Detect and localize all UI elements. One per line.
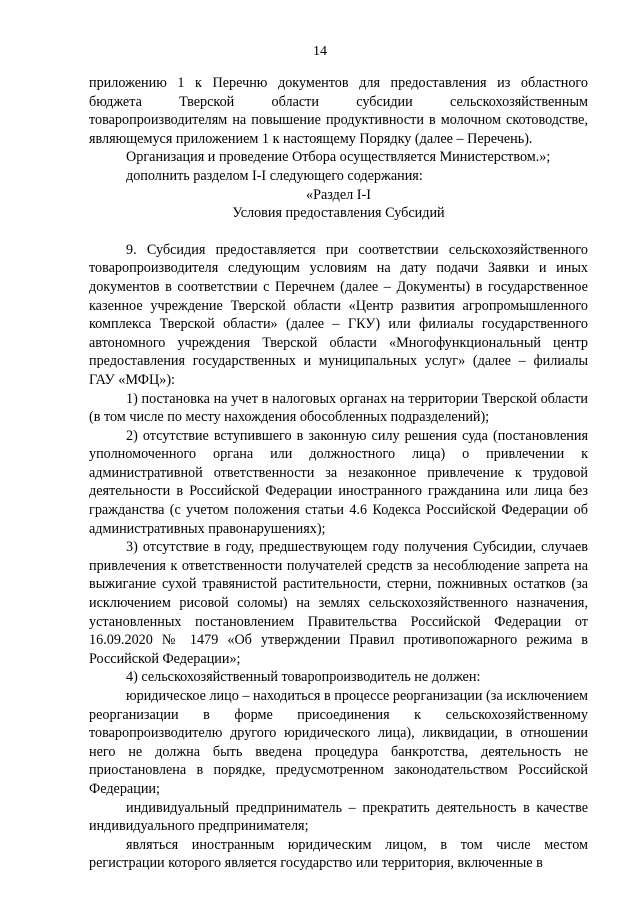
paragraph-individual-entrepreneur: индивидуальный предприниматель – прекратить деятельность в качестве индивидуального предпринимателя; xyxy=(89,799,588,835)
spacer xyxy=(89,223,588,241)
paragraph-foreign-entity: являться иностранным юридическим лицом, в том числе местом регистрации которого является государство или территория, включенные в xyxy=(89,836,588,872)
paragraph-continuation: приложению 1 к Перечню документов для предоставления из областного бюджета Тверской области субсидии сельскохозяйственным товаропроизводителям на повышение продуктивности в молочном скотоводстве, являющемуся приложением 1 к настоящему Порядку (далее – Перечень). xyxy=(89,75,588,147)
document-body xyxy=(89,74,588,873)
paragraph-condition-1: 1) постановка на учет в налоговых органах на территории Тверской области (в том числе по месту нахождения обособленных подразделений); xyxy=(89,390,588,426)
section-subtitle: Условия предоставления Субсидий xyxy=(232,205,445,222)
paragraph-legal-entity: юридическое лицо – находиться в процессе реорганизации (за исключением реорганизации в форме присоединения к сельскохозяйственному товаропроизводителю другого юридического лица), ликвидации, в отношении него не должна быть введена процедура банкротства, деятельность не приостановлена в порядке, предусмотренном законодательством Российской Федерации; xyxy=(89,688,588,797)
paragraph-item-9: 9. Субсидия предоставляется при соответствии сельскохозяйственного товаропроизводителя следующим условиям на дату подачи Заявки и иных документов в соответствии с Перечнем (далее – Документы) в государственное казенное учреждение Тверской области «Центр развития агропромышленного комплекса Тверской области» (далее – ГКУ) или филиалы государственного автономного учреждения Тверской области «Многофункциональный центр предоставления государственных и муниципальных услуг» (далее – филиалы ГАУ «МФЦ»): xyxy=(89,241,588,388)
paragraph-organization: Организация и проведение Отбора осуществляется Министерством.»; xyxy=(126,149,551,166)
paragraph-supplement: дополнить разделом I-I следующего содержания: xyxy=(126,167,423,184)
paragraph-condition-2: 2) отсутствие вступившего в законную силу решения суда (постановления уполномоченного органа или должностного лица) о привлечении к административной ответственности за незаконное привлечение к трудовой деятельности в Российской Федерации иностранного гражданина или лица без гражданства (с учетом положения статьи 4.6 Кодекса Российской Федерации об административных правонарушениях); xyxy=(89,427,588,537)
paragraph-condition-4: 4) сельскохозяйственный товаропроизводитель не должен: xyxy=(126,669,481,686)
paragraph-condition-3: 3) отсутствие в году, предшествующем году получения Субсидии, случаев привлечения к ответственности получателей средств за несоблюдение запрета на выжигание сухой травянистой растительности, стерни, пожнивных остатков (за исключением рисовой соломы) на землях сельскохозяйственного назначения, установленных постановлением Правительства Российской Федерации от 16.09.2020 № 1479 «Об утверждении Правил противопожарного режима в Российской Федерации»; xyxy=(89,539,588,667)
page-number: 14 xyxy=(313,44,327,59)
section-title: «Раздел I-I xyxy=(306,186,371,203)
